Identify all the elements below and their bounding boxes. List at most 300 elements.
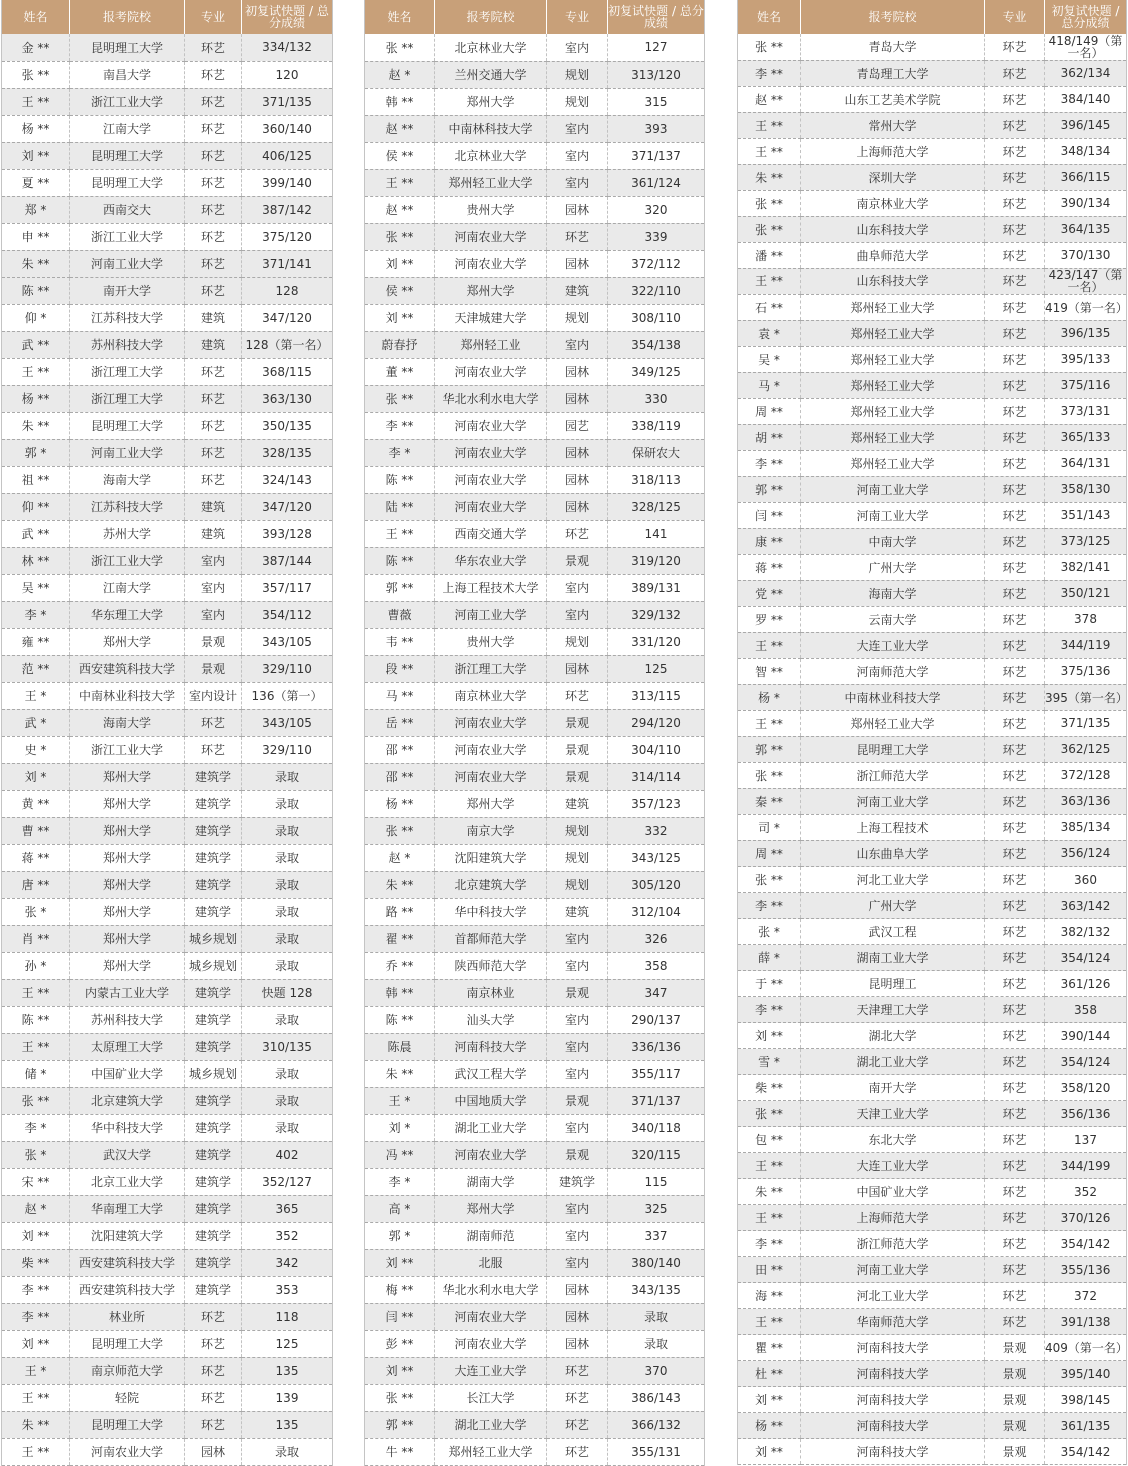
table-row (738, 60, 1127, 86)
table-row (365, 88, 705, 115)
score: 391/138 (1045, 1309, 1127, 1335)
student-name: 武 ** (2, 520, 70, 547)
student-name: 段 ** (365, 655, 435, 682)
table-row (2, 1222, 333, 1249)
student-name: 司 * (738, 814, 801, 840)
score: 录取 (242, 925, 333, 952)
school-name: 河南农业大学 (435, 493, 547, 520)
score: 329/132 (608, 601, 705, 628)
school-name: 广州大学 (801, 554, 985, 580)
score: 326 (608, 925, 705, 952)
major: 室内 (547, 115, 608, 142)
major: 环艺 (185, 61, 242, 88)
table-row (738, 242, 1127, 268)
table-row (2, 1114, 333, 1141)
school-name: 中南大学 (801, 528, 985, 554)
student-name: 杨 ** (738, 1413, 801, 1439)
table-row (2, 655, 333, 682)
score: 368/115 (242, 358, 333, 385)
student-name: 雪 * (738, 1049, 801, 1075)
school-name: 河南科技大学 (801, 1413, 985, 1439)
table-row (738, 320, 1127, 346)
major: 建筑学 (185, 790, 242, 817)
student-name: 刘 ** (365, 304, 435, 331)
school-name: 南京林业 (435, 979, 547, 1006)
school-name: 河南农业大学 (435, 1141, 547, 1168)
score: 录取 (242, 844, 333, 871)
header-score: 初复试快题 / 总分成绩 (242, 0, 333, 34)
student-name: 韩 ** (365, 979, 435, 1006)
table-row (738, 372, 1127, 398)
major: 建筑学 (185, 1168, 242, 1195)
score: 录取 (242, 1060, 333, 1087)
school-name: 北京工业大学 (70, 1168, 185, 1195)
table-row (2, 331, 333, 358)
table-row (738, 86, 1127, 112)
student-name: 王 ** (738, 268, 801, 294)
student-name: 林 ** (2, 547, 70, 574)
score: 354/142 (1045, 1231, 1127, 1257)
student-name: 高 * (365, 1195, 435, 1222)
school-name: 上海师范大学 (801, 1205, 985, 1231)
student-name: 田 ** (738, 1257, 801, 1283)
student-name: 乔 ** (365, 952, 435, 979)
school-name: 武汉工程 (801, 919, 985, 945)
major: 室内 (547, 331, 608, 358)
score: 402 (242, 1141, 333, 1168)
score: 393 (608, 115, 705, 142)
school-name: 华南理工大学 (70, 1195, 185, 1222)
student-name: 柴 ** (2, 1249, 70, 1276)
school-name: 河南农业大学 (435, 358, 547, 385)
score: 370 (608, 1357, 705, 1384)
student-name: 赵 ** (365, 196, 435, 223)
school-name: 浙江工业大学 (70, 547, 185, 574)
school-name: 海南大学 (801, 580, 985, 606)
school-name: 华中科技大学 (70, 1114, 185, 1141)
table-row (2, 1249, 333, 1276)
header-school: 报考院校 (435, 0, 547, 34)
table-row (738, 424, 1127, 450)
student-name: 郭 ** (738, 736, 801, 762)
score: 343/125 (608, 844, 705, 871)
score: 382/132 (1045, 919, 1127, 945)
major: 环艺 (985, 528, 1045, 554)
student-name: 王 ** (2, 1384, 70, 1411)
score: 349/125 (608, 358, 705, 385)
major: 环艺 (985, 398, 1045, 424)
student-name: 潘 ** (738, 242, 801, 268)
student-name: 赵 * (365, 61, 435, 88)
student-name: 曹薇 (365, 601, 435, 628)
student-name: 刘 * (365, 1114, 435, 1141)
major: 园艺 (547, 412, 608, 439)
score: 409（第一名） (1045, 1335, 1127, 1361)
major: 环艺 (985, 86, 1045, 112)
table-row (2, 223, 333, 250)
score: 353 (242, 1276, 333, 1303)
table-row (365, 871, 705, 898)
header-school: 报考院校 (801, 0, 985, 34)
score: 343/135 (608, 1276, 705, 1303)
table-row (365, 1249, 705, 1276)
major: 环艺 (985, 580, 1045, 606)
school-name: 上海师范大学 (801, 138, 985, 164)
score: 136（第一） (242, 682, 333, 709)
student-name: 王 ** (738, 1205, 801, 1231)
major: 室内 (547, 1114, 608, 1141)
student-name: 董 ** (365, 358, 435, 385)
major: 景观 (547, 1141, 608, 1168)
student-name: 朱 ** (2, 412, 70, 439)
table-row (2, 925, 333, 952)
student-name: 吴 ** (2, 574, 70, 601)
table-row (365, 979, 705, 1006)
school-name: 郑州大学 (435, 1195, 547, 1222)
school-name: 河南工业大学 (70, 439, 185, 466)
major: 环艺 (547, 1384, 608, 1411)
student-name: 邵 ** (365, 763, 435, 790)
score: 304/110 (608, 736, 705, 763)
student-name: 刘 ** (2, 142, 70, 169)
major: 建筑学 (185, 1195, 242, 1222)
school-name: 山东科技大学 (801, 216, 985, 242)
table-row (738, 1023, 1127, 1049)
table-row (738, 867, 1127, 893)
score: 319/120 (608, 547, 705, 574)
major: 环艺 (985, 840, 1045, 866)
score: 354/138 (608, 331, 705, 358)
score: 录取 (242, 898, 333, 925)
table-row (2, 61, 333, 88)
major: 环艺 (185, 196, 242, 223)
student-name: 韦 ** (365, 628, 435, 655)
student-name: 李 ** (2, 1276, 70, 1303)
score: 340/118 (608, 1114, 705, 1141)
major: 环艺 (185, 1384, 242, 1411)
major: 园林 (547, 439, 608, 466)
student-name: 陆 ** (365, 493, 435, 520)
table-row (365, 790, 705, 817)
student-name: 刘 ** (365, 250, 435, 277)
table-row (738, 814, 1127, 840)
school-name: 郑州轻工业大学 (801, 710, 985, 736)
table-row (2, 142, 333, 169)
major: 建筑 (185, 304, 242, 331)
school-name: 河南师范大学 (801, 658, 985, 684)
school-name: 武汉大学 (70, 1141, 185, 1168)
major: 规划 (547, 628, 608, 655)
table-row (365, 1330, 705, 1357)
table-row (2, 979, 333, 1006)
score: 355/117 (608, 1060, 705, 1087)
score: 373/131 (1045, 398, 1127, 424)
table-row (2, 736, 333, 763)
score: 128（第一名） (242, 331, 333, 358)
score: 保研农大 (608, 439, 705, 466)
major: 建筑学 (185, 1114, 242, 1141)
school-name: 苏州大学 (70, 520, 185, 547)
score: 355/136 (1045, 1257, 1127, 1283)
major: 环艺 (185, 1357, 242, 1384)
student-name: 王 * (2, 682, 70, 709)
school-name: 北京建筑大学 (70, 1087, 185, 1114)
school-name: 南京大学 (435, 817, 547, 844)
student-name: 侯 ** (365, 277, 435, 304)
table-row (738, 658, 1127, 684)
student-name: 郭 ** (365, 574, 435, 601)
major: 环艺 (547, 1357, 608, 1384)
school-name: 河南工业大学 (70, 250, 185, 277)
table-row (365, 412, 705, 439)
score: 354/124 (1045, 945, 1127, 971)
school-name: 北京林业大学 (435, 142, 547, 169)
score: 录取 (242, 817, 333, 844)
major: 环艺 (985, 710, 1045, 736)
table-row (738, 112, 1127, 138)
school-name: 苏州科技大学 (70, 331, 185, 358)
student-name: 杨 ** (2, 385, 70, 412)
school-name: 郑州轻工业大学 (435, 1438, 547, 1465)
table-row (738, 1049, 1127, 1075)
table-row (365, 1006, 705, 1033)
major: 园林 (547, 1330, 608, 1357)
student-name: 朱 ** (2, 1411, 70, 1438)
school-name: 昆明理工大学 (70, 1411, 185, 1438)
student-name: 赵 ** (738, 86, 801, 112)
score: 135 (242, 1357, 333, 1384)
major: 环艺 (985, 450, 1045, 476)
student-name: 肖 ** (2, 925, 70, 952)
student-name: 赵 * (365, 844, 435, 871)
student-name: 周 ** (738, 840, 801, 866)
school-name: 沈阳建筑大学 (435, 844, 547, 871)
score: 358/120 (1045, 1075, 1127, 1101)
table-row (738, 1257, 1127, 1283)
table-row (738, 840, 1127, 866)
school-name: 大连工业大学 (801, 1153, 985, 1179)
table-row (365, 1195, 705, 1222)
table-row (2, 1141, 333, 1168)
table-row (738, 1205, 1127, 1231)
major: 环艺 (985, 372, 1045, 398)
table-row (2, 1276, 333, 1303)
score: 371/135 (242, 88, 333, 115)
table-row (365, 952, 705, 979)
major: 建筑学 (185, 898, 242, 925)
header-score: 初复试快题 / 总分成绩 (1045, 0, 1127, 34)
table-row (2, 466, 333, 493)
school-name: 郑州轻工业大学 (801, 372, 985, 398)
school-name: 中南林科技大学 (435, 115, 547, 142)
major: 室内 (547, 1033, 608, 1060)
student-name: 牛 ** (365, 1438, 435, 1465)
school-name: 武汉工程大学 (435, 1060, 547, 1087)
score: 350/135 (242, 412, 333, 439)
score: 115 (608, 1168, 705, 1195)
score: 322/110 (608, 277, 705, 304)
score: 125 (608, 655, 705, 682)
major: 环艺 (985, 684, 1045, 710)
student-name: 路 ** (365, 898, 435, 925)
major: 建筑学 (185, 1033, 242, 1060)
school-name: 河南工业大学 (801, 476, 985, 502)
student-name: 瞿 ** (738, 1335, 801, 1361)
table-row (365, 1384, 705, 1411)
major: 园林 (547, 358, 608, 385)
table-row (738, 971, 1127, 997)
student-name: 张 * (738, 919, 801, 945)
major: 环艺 (185, 466, 242, 493)
major: 环艺 (985, 216, 1045, 242)
score: 384/140 (1045, 86, 1127, 112)
school-name: 郑州轻工业大学 (801, 424, 985, 450)
table-row (2, 574, 333, 601)
table-row (365, 115, 705, 142)
student-name: 唐 ** (2, 871, 70, 898)
header-school: 报考院校 (70, 0, 185, 34)
school-name: 郑州轻工业大学 (801, 294, 985, 320)
student-name: 范 ** (2, 655, 70, 682)
header-major: 专业 (985, 0, 1045, 34)
table-row (365, 331, 705, 358)
school-name: 昆明理工 (801, 971, 985, 997)
major: 环艺 (985, 632, 1045, 658)
table-row (2, 709, 333, 736)
student-name: 杜 ** (738, 1361, 801, 1387)
student-name: 智 ** (738, 658, 801, 684)
table-row (2, 790, 333, 817)
major: 环艺 (185, 385, 242, 412)
major: 环艺 (985, 971, 1045, 997)
table-row (738, 1283, 1127, 1309)
major: 环艺 (985, 268, 1045, 294)
major: 环艺 (985, 997, 1045, 1023)
school-name: 南京师范大学 (70, 1357, 185, 1384)
table-row (365, 61, 705, 88)
major: 环艺 (985, 346, 1045, 372)
major: 规划 (547, 871, 608, 898)
table-row (365, 547, 705, 574)
student-name: 王 ** (2, 979, 70, 1006)
school-name: 西南交大 (70, 196, 185, 223)
student-name: 张 ** (738, 1101, 801, 1127)
table-row (365, 898, 705, 925)
score: 128 (242, 277, 333, 304)
score: 362/125 (1045, 736, 1127, 762)
table-row (2, 1168, 333, 1195)
table-row (365, 277, 705, 304)
score: 350/121 (1045, 580, 1127, 606)
score: 371/137 (608, 142, 705, 169)
student-name: 蒋 ** (2, 844, 70, 871)
school-name: 曲阜师范大学 (801, 242, 985, 268)
score: 320 (608, 196, 705, 223)
school-name: 长江大学 (435, 1384, 547, 1411)
score: 343/105 (242, 628, 333, 655)
student-name: 马 * (738, 372, 801, 398)
major: 环艺 (547, 682, 608, 709)
score: 352 (242, 1222, 333, 1249)
major: 景观 (547, 709, 608, 736)
major: 环艺 (547, 1438, 608, 1465)
table-row (365, 466, 705, 493)
student-name: 李 ** (738, 450, 801, 476)
major: 室内 (547, 1006, 608, 1033)
score: 387/142 (242, 196, 333, 223)
school-name: 西南交通大学 (435, 520, 547, 547)
table-row (2, 358, 333, 385)
score: 356/124 (1045, 840, 1127, 866)
major: 环艺 (185, 439, 242, 466)
student-name: 张 ** (365, 385, 435, 412)
student-name: 刘 ** (738, 1387, 801, 1413)
major: 环艺 (985, 60, 1045, 86)
major: 环艺 (547, 1411, 608, 1438)
school-name: 陕西师范大学 (435, 952, 547, 979)
table-row (738, 710, 1127, 736)
major: 规划 (547, 844, 608, 871)
student-name: 张 * (2, 1141, 70, 1168)
school-name: 河南科技大学 (435, 1033, 547, 1060)
major: 环艺 (985, 945, 1045, 971)
table-row (738, 580, 1127, 606)
student-name: 郭 ** (738, 476, 801, 502)
school-name: 大连工业大学 (801, 632, 985, 658)
major: 室内 (547, 34, 608, 61)
table-row (365, 520, 705, 547)
table-row (365, 1033, 705, 1060)
table-row (738, 684, 1127, 710)
table-row (2, 1330, 333, 1357)
major: 建筑学 (185, 871, 242, 898)
student-name: 雍 ** (2, 628, 70, 655)
school-name: 浙江工业大学 (70, 88, 185, 115)
school-name: 郑州大学 (70, 952, 185, 979)
score: 371/141 (242, 250, 333, 277)
major: 景观 (985, 1413, 1045, 1439)
score: 365 (242, 1195, 333, 1222)
student-name: 张 ** (365, 1384, 435, 1411)
school-name: 汕头大学 (435, 1006, 547, 1033)
score: 352/127 (242, 1168, 333, 1195)
table-row (738, 34, 1127, 60)
school-name: 湖北工业大学 (801, 1049, 985, 1075)
table-row (738, 528, 1127, 554)
score: 406/125 (242, 142, 333, 169)
school-name: 河南工业大学 (435, 601, 547, 628)
score: 365/133 (1045, 424, 1127, 450)
school-name: 郑州大学 (70, 871, 185, 898)
table-row (365, 1087, 705, 1114)
school-name: 西安建筑科技大学 (70, 1249, 185, 1276)
table-row (365, 223, 705, 250)
score: 337 (608, 1222, 705, 1249)
student-name: 蔚春抒 (365, 331, 435, 358)
major: 环艺 (985, 1179, 1045, 1205)
major: 环艺 (985, 736, 1045, 762)
major: 室内 (185, 574, 242, 601)
school-name: 浙江理工大学 (435, 655, 547, 682)
school-name: 天津理工大学 (801, 997, 985, 1023)
school-name: 河南科技大学 (801, 1387, 985, 1413)
school-name: 郑州轻工业大学 (801, 450, 985, 476)
student-name: 史 * (2, 736, 70, 763)
school-name: 郑州大学 (70, 844, 185, 871)
student-name: 侯 ** (365, 142, 435, 169)
school-name: 郑州大学 (70, 628, 185, 655)
major: 环艺 (985, 1127, 1045, 1153)
